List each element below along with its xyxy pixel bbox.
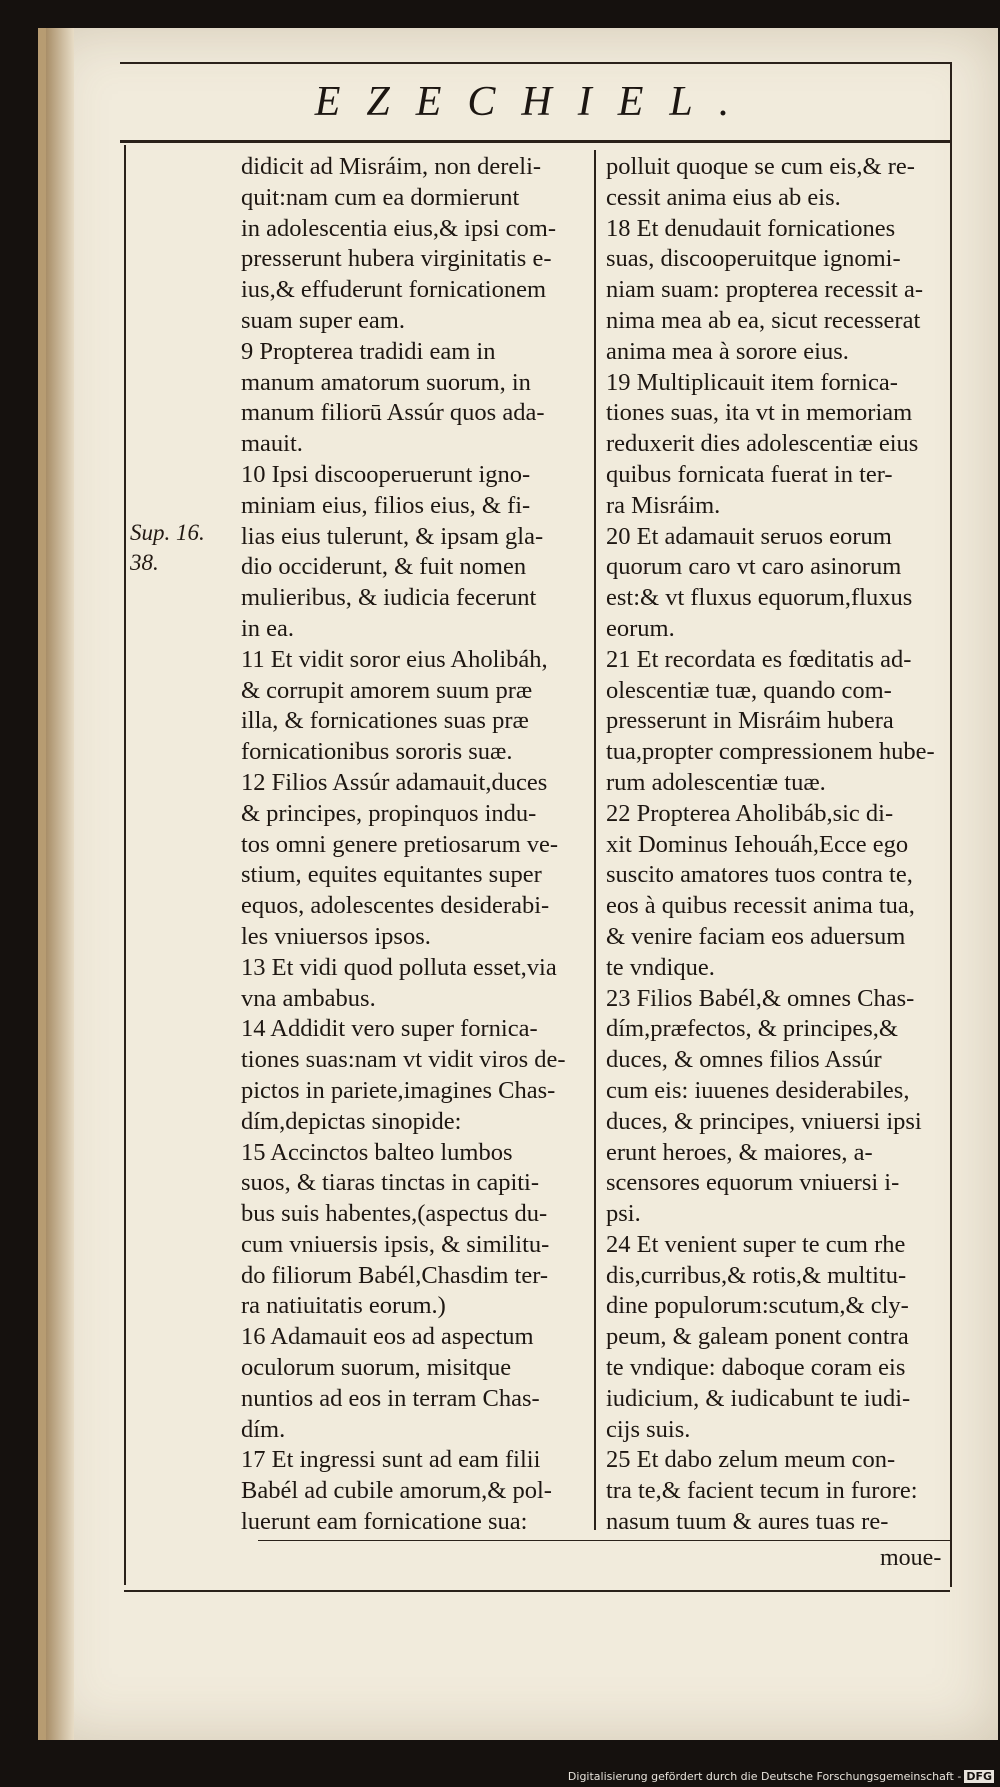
right-frame-rule <box>950 62 952 1587</box>
text-line: miniam eius, filios eius, & fi- <box>241 491 531 519</box>
text-line: dím,præfectos, & principes,& <box>606 1015 898 1043</box>
text-line: mauit. <box>241 430 303 458</box>
text-line: 13 Et vidi quod polluta esset,via <box>241 953 557 981</box>
text-line: les vniuersos ipsos. <box>241 922 431 950</box>
marginal-reference-line: Sup. 16. <box>130 520 205 545</box>
text-line: ra natiuitatis eorum.) <box>241 1292 446 1320</box>
text-line: peum, & galeam ponent contra <box>606 1323 909 1351</box>
text-line: rum adolescentiæ tuæ. <box>606 768 826 796</box>
text-line: presserunt hubera virginitatis e- <box>241 245 552 273</box>
text-line: 16 Adamauit eos ad aspectum <box>241 1323 534 1351</box>
text-line: Babél ad cubile amorum,& pol- <box>241 1477 552 1505</box>
text-line: quit:nam cum ea dormierunt <box>241 183 520 211</box>
header-top-rule <box>120 62 950 64</box>
marginal-reference <box>130 518 240 578</box>
running-head-title: EZECHIEL. <box>314 79 756 125</box>
text-line: te vndique. <box>606 953 715 981</box>
text-line: manum filiorū Assúr quos ada- <box>241 399 545 427</box>
text-line: ra Misráim. <box>606 491 721 519</box>
text-line: scensores equorum vniuersi i- <box>606 1169 900 1197</box>
text-line: presserunt in Misráim hubera <box>606 707 894 735</box>
margin-rule <box>124 145 126 1585</box>
text-line: bus suis habentes,(aspectus du- <box>241 1200 548 1228</box>
text-line: pictos in pariete,imagines Chas- <box>241 1076 556 1104</box>
text-line: luerunt eam fornicatione sua: <box>241 1508 528 1536</box>
text-line: 25 Et dabo zelum meum con- <box>606 1446 896 1474</box>
digitization-credit <box>568 1770 994 1783</box>
text-line: iudicium, & iudicabunt te iudi- <box>606 1384 911 1412</box>
text-line: niam suam: propterea recessit a- <box>606 276 924 304</box>
text-line: cum vniuersis ipsis, & similitu- <box>241 1230 550 1258</box>
text-line: te vndique: daboque coram eis <box>606 1354 906 1382</box>
text-line: fornicationibus sororis suæ. <box>241 738 513 766</box>
text-line: suas, discooperuitque ignomi- <box>606 245 901 273</box>
text-line: 22 Propterea Aholibáb,sic di- <box>606 799 894 827</box>
text-line: polluit quoque se cum eis,& re- <box>606 153 915 180</box>
text-line: 9 Propterea tradidi eam in <box>241 337 496 365</box>
text-line: 17 Et ingressi sunt ad eam filii <box>241 1446 541 1474</box>
text-line: cijs suis. <box>606 1415 691 1443</box>
text-line: oculorum suorum, misitque <box>241 1354 512 1382</box>
footer-rule <box>258 1540 950 1541</box>
text-line: do filiorum Babél,Chasdim ter- <box>241 1261 549 1289</box>
text-line: in ea. <box>241 614 295 642</box>
text-line: 19 Multiplicauit item fornica- <box>606 368 898 396</box>
text-line: 21 Et recordata es fœditatis ad- <box>606 645 912 673</box>
text-line: eorum. <box>606 614 675 642</box>
marginal-reference-line: 38. <box>130 550 159 575</box>
text-line: & venire faciam eos aduersum <box>606 922 906 950</box>
text-line: cum eis: iuuenes desiderabiles, <box>606 1076 910 1104</box>
text-line: suos, & tiaras tinctas in capiti- <box>241 1169 540 1197</box>
dfg-logo-badge: DFG <box>966 1770 992 1783</box>
text-line: quorum caro vt caro asinorum <box>606 553 902 581</box>
text-line: olescentiæ tuæ, quando com- <box>606 676 892 704</box>
text-line: nuntios ad eos in terram Chas- <box>241 1384 540 1412</box>
text-line: in adolescentia eius,& ipsi com- <box>241 214 557 242</box>
text-line: duces, & omnes filios Assúr <box>606 1046 882 1074</box>
text-line: 10 Ipsi discooperuerunt igno- <box>241 460 531 488</box>
text-line: erunt heroes, & maiores, a- <box>606 1138 873 1166</box>
text-line: 18 Et denudauit fornicationes <box>606 214 896 242</box>
text-line: tiones suas, ita vt in memoriam <box>606 399 913 427</box>
text-line: nima mea ab ea, sicut recesserat <box>606 306 921 334</box>
text-line: ius,& effuderunt fornicationem <box>241 276 547 304</box>
text-line: suscito amatores tuos contra te, <box>606 861 913 889</box>
text-line: tra te,& facient tecum in furore: <box>606 1477 918 1505</box>
text-line: cessit anima eius ab eis. <box>606 183 841 211</box>
header-bottom-rule <box>120 140 950 143</box>
text-line: 20 Et adamauit seruos eorum <box>606 522 892 550</box>
text-column-left <box>241 152 586 1538</box>
text-line: mulieribus, & iudicia fecerunt <box>241 584 537 612</box>
text-line: psi. <box>606 1200 641 1228</box>
text-line: tos omni genere pretiosarum ve- <box>241 830 559 858</box>
text-line: dím. <box>241 1415 286 1443</box>
text-line: dine populorum:scutum,& cly- <box>606 1292 909 1320</box>
page-bottom-rule <box>124 1590 950 1592</box>
text-line: eos à quibus recessit anima tua, <box>606 892 915 920</box>
text-line: dio occiderunt, & fuit nomen <box>241 553 527 581</box>
text-line: illa, & fornicationes suas præ <box>241 707 529 735</box>
text-line: reduxerit dies adolescentiæ eius <box>606 430 919 458</box>
text-line: tua,propter compressionem hube- <box>606 738 935 766</box>
text-line: 15 Accinctos balteo lumbos <box>241 1138 513 1166</box>
text-line: 12 Filios Assúr adamauit,duces <box>241 768 548 796</box>
text-line: tiones suas:nam vt vidit viros de- <box>241 1046 566 1074</box>
column-divider <box>594 150 596 1530</box>
text-line: didicit ad Misráim, non dereli- <box>241 153 542 180</box>
text-line: duces, & principes, vniuersi ipsi <box>606 1107 922 1135</box>
text-column-right <box>606 152 946 1538</box>
text-line: suam super eam. <box>241 306 405 334</box>
text-line: vna ambabus. <box>241 984 376 1012</box>
text-line: 24 Et venient super te cum rhe <box>606 1230 906 1258</box>
text-line: quibus fornicata fuerat in ter- <box>606 460 893 488</box>
text-line: nasum tuum & aures tuas re- <box>606 1508 889 1536</box>
text-line: xit Dominus Iehouáh,Ecce ego <box>606 830 909 858</box>
page-gutter <box>46 28 74 1740</box>
text-line: 14 Addidit vero super fornica- <box>241 1015 538 1043</box>
catchword: moue- <box>880 1545 942 1571</box>
text-line: lias eius tulerunt, & ipsam gla- <box>241 522 544 550</box>
text-line: & corrupit amorem suum præ <box>241 676 533 704</box>
text-line: manum amatorum suorum, in <box>241 368 531 396</box>
text-line: est:& vt fluxus equorum,fluxus <box>606 584 913 612</box>
text-line: 11 Et vidit soror eius Aholibáh, <box>241 645 548 673</box>
text-line: equos, adolescentes desiderabi- <box>241 892 550 920</box>
text-line: anima mea à sorore eius. <box>606 337 849 365</box>
text-line: dis,curribus,& rotis,& multitu- <box>606 1261 907 1289</box>
credit-text: Digitalisierung gefördert durch die Deutsche Forschungsgemeinschaft - <box>567 1770 962 1783</box>
text-line: 23 Filios Babél,& omnes Chas- <box>606 984 915 1012</box>
text-line: & principes, propinquos indu- <box>241 799 537 827</box>
text-line: dím,depictas sinopide: <box>241 1107 462 1135</box>
text-line: stium, equites equitantes super <box>241 861 542 889</box>
